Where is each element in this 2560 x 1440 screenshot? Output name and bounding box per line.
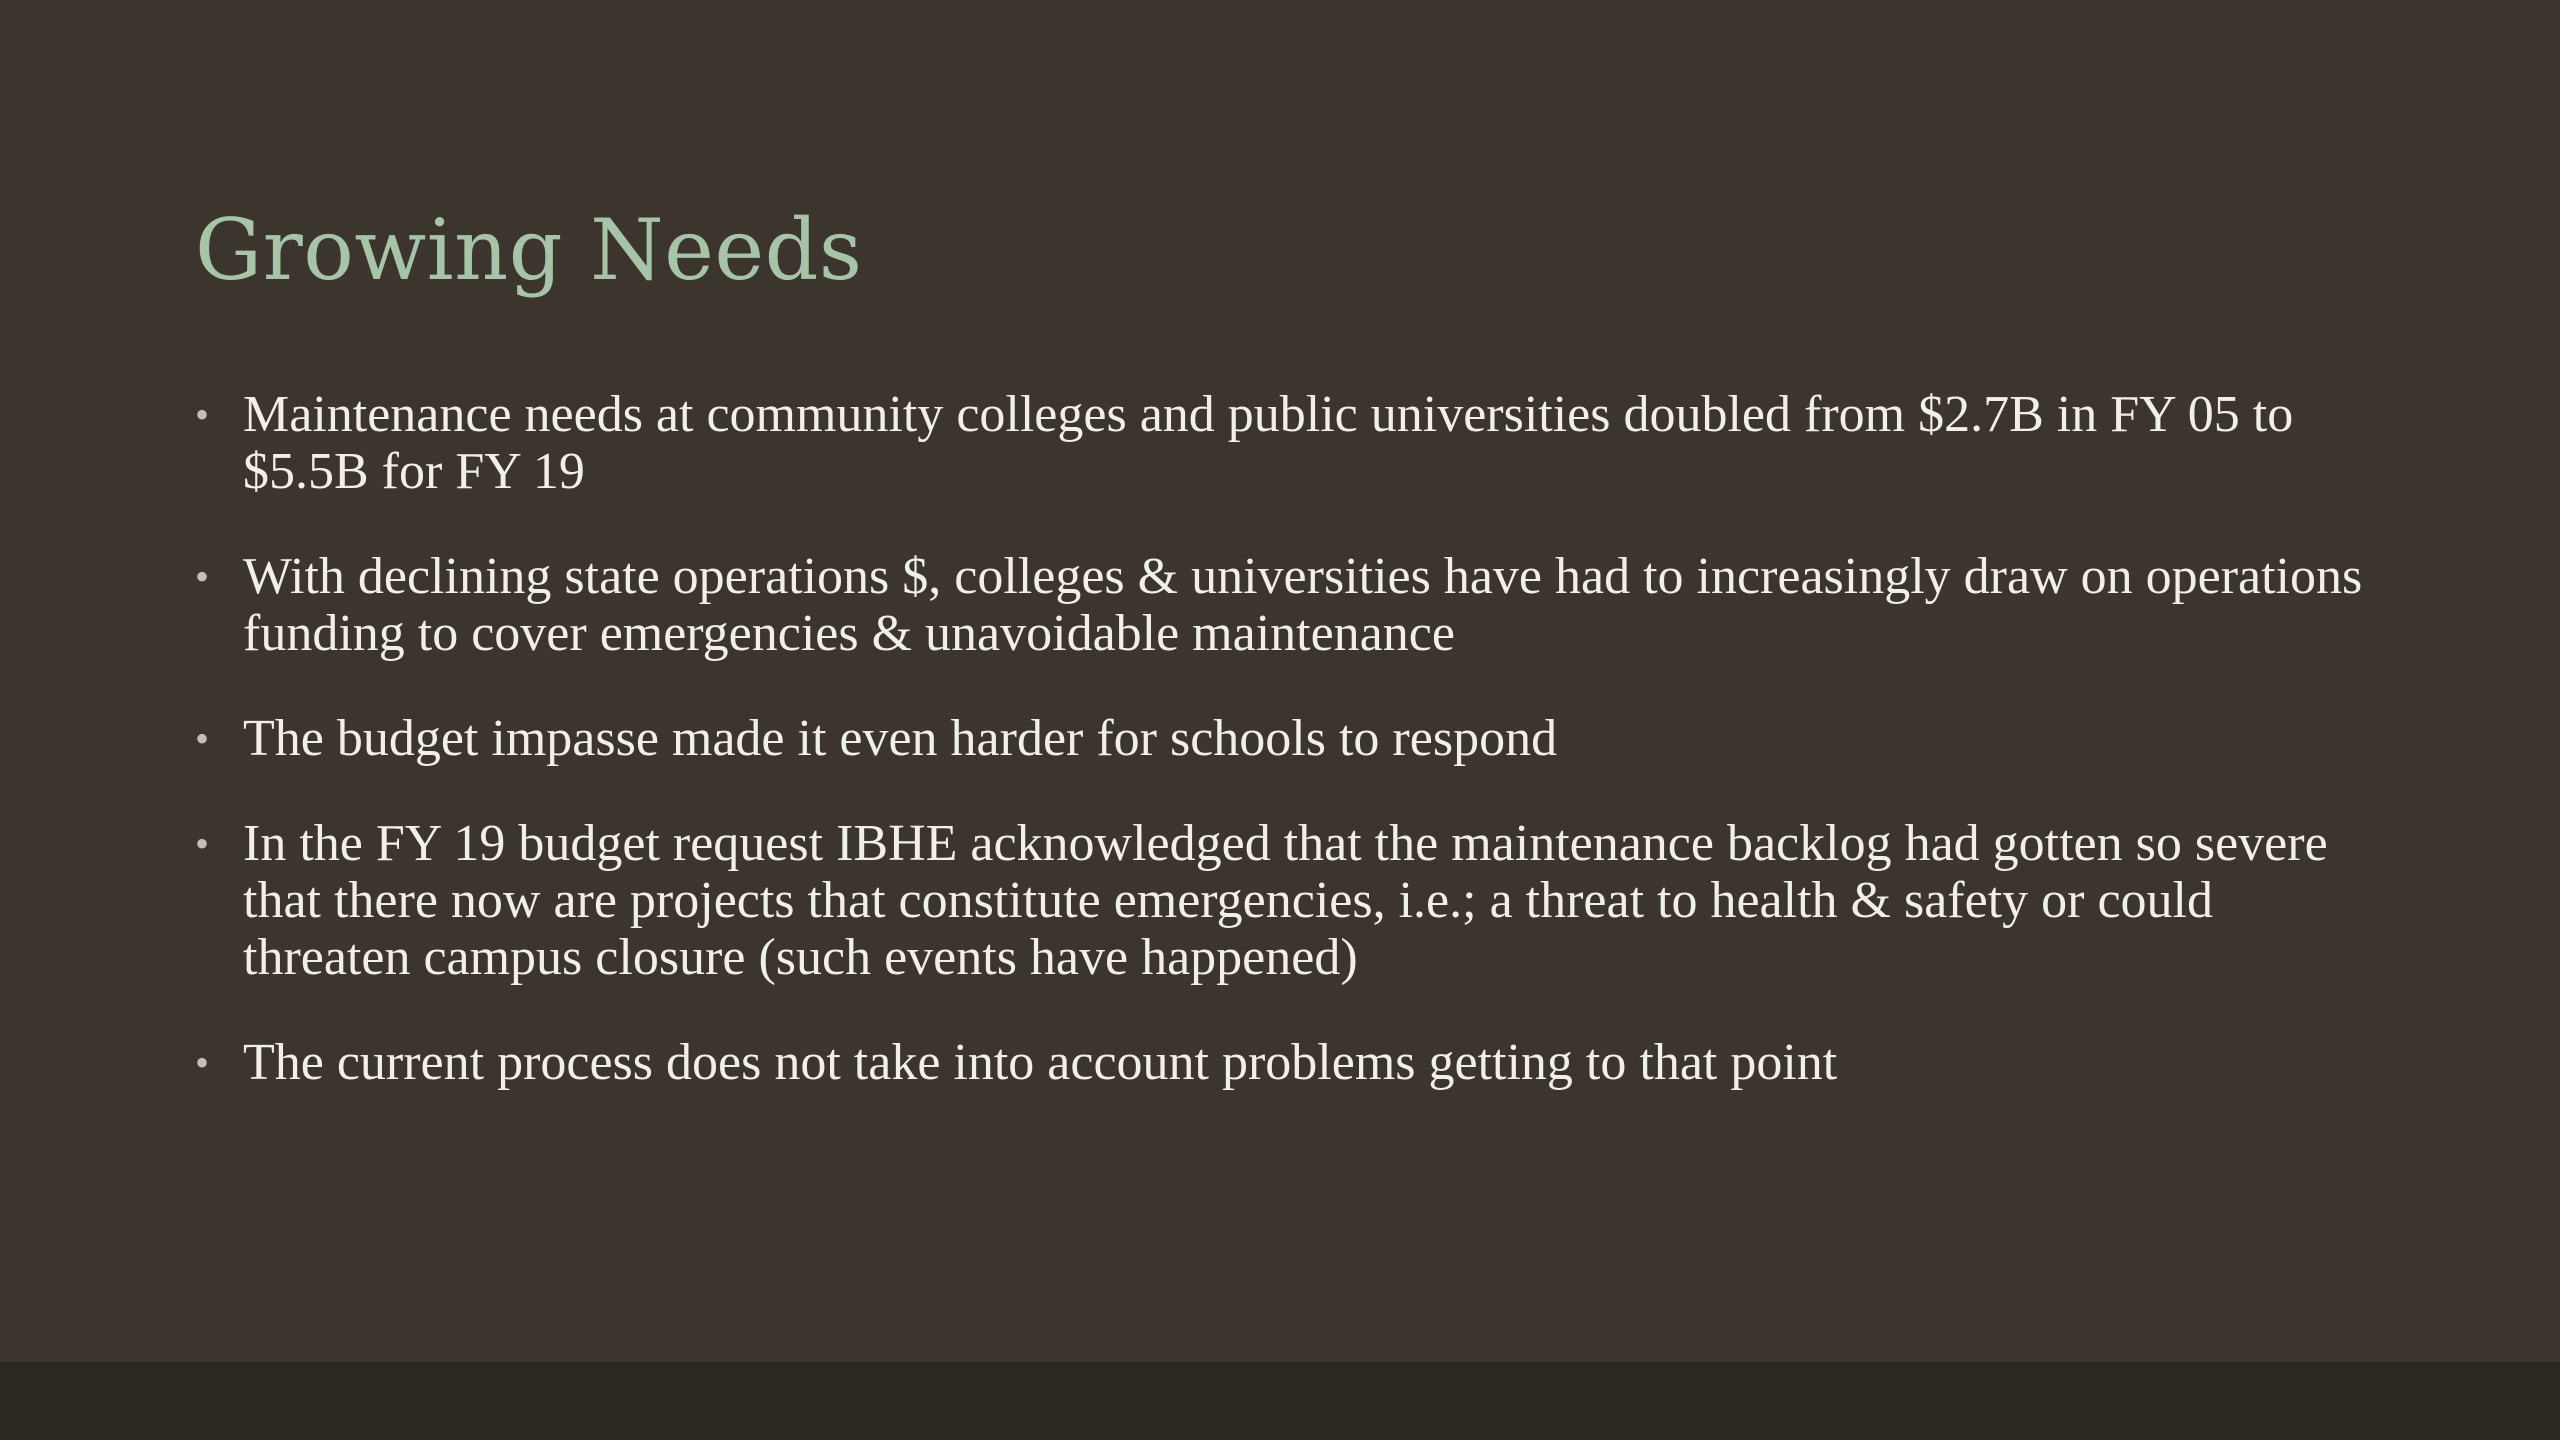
bullet-item xyxy=(195,386,2375,500)
footer-bar xyxy=(0,1362,2560,1440)
bullet-item xyxy=(195,548,2375,662)
slide-title: Growing Needs xyxy=(195,201,863,299)
bullet-dot-icon: • xyxy=(195,1040,210,1085)
bullet-list xyxy=(195,386,2375,1139)
bullet-dot-icon: • xyxy=(195,392,210,437)
bullet-item xyxy=(195,1034,2375,1091)
bullet-text: With declining state operations $, colleges & universities have had to increasingly draw on operations funding to cover emergencies & unavoidable maintenance xyxy=(243,548,2363,662)
bullet-item xyxy=(195,710,2375,767)
bullet-text: In the FY 19 budget request IBHE acknowledged that the maintenance backlog had gotten so severe that there now are projects that constitute emergencies, i.e.; a threat to health & safety or could threaten campus closure (such events have happened) xyxy=(243,815,2328,986)
bullet-dot-icon: • xyxy=(195,554,210,599)
bullet-dot-icon: • xyxy=(195,716,210,761)
bullet-text: The current process does not take into account problems getting to that point xyxy=(243,1034,1838,1091)
bullet-dot-icon: • xyxy=(195,821,210,866)
bullet-text: Maintenance needs at community colleges and public universities doubled from $2.7B in FY 05 to $5.5B for FY 19 xyxy=(243,386,2294,500)
bullet-text: The budget impasse made it even harder for schools to respond xyxy=(243,710,1558,767)
bullet-item xyxy=(195,815,2375,986)
